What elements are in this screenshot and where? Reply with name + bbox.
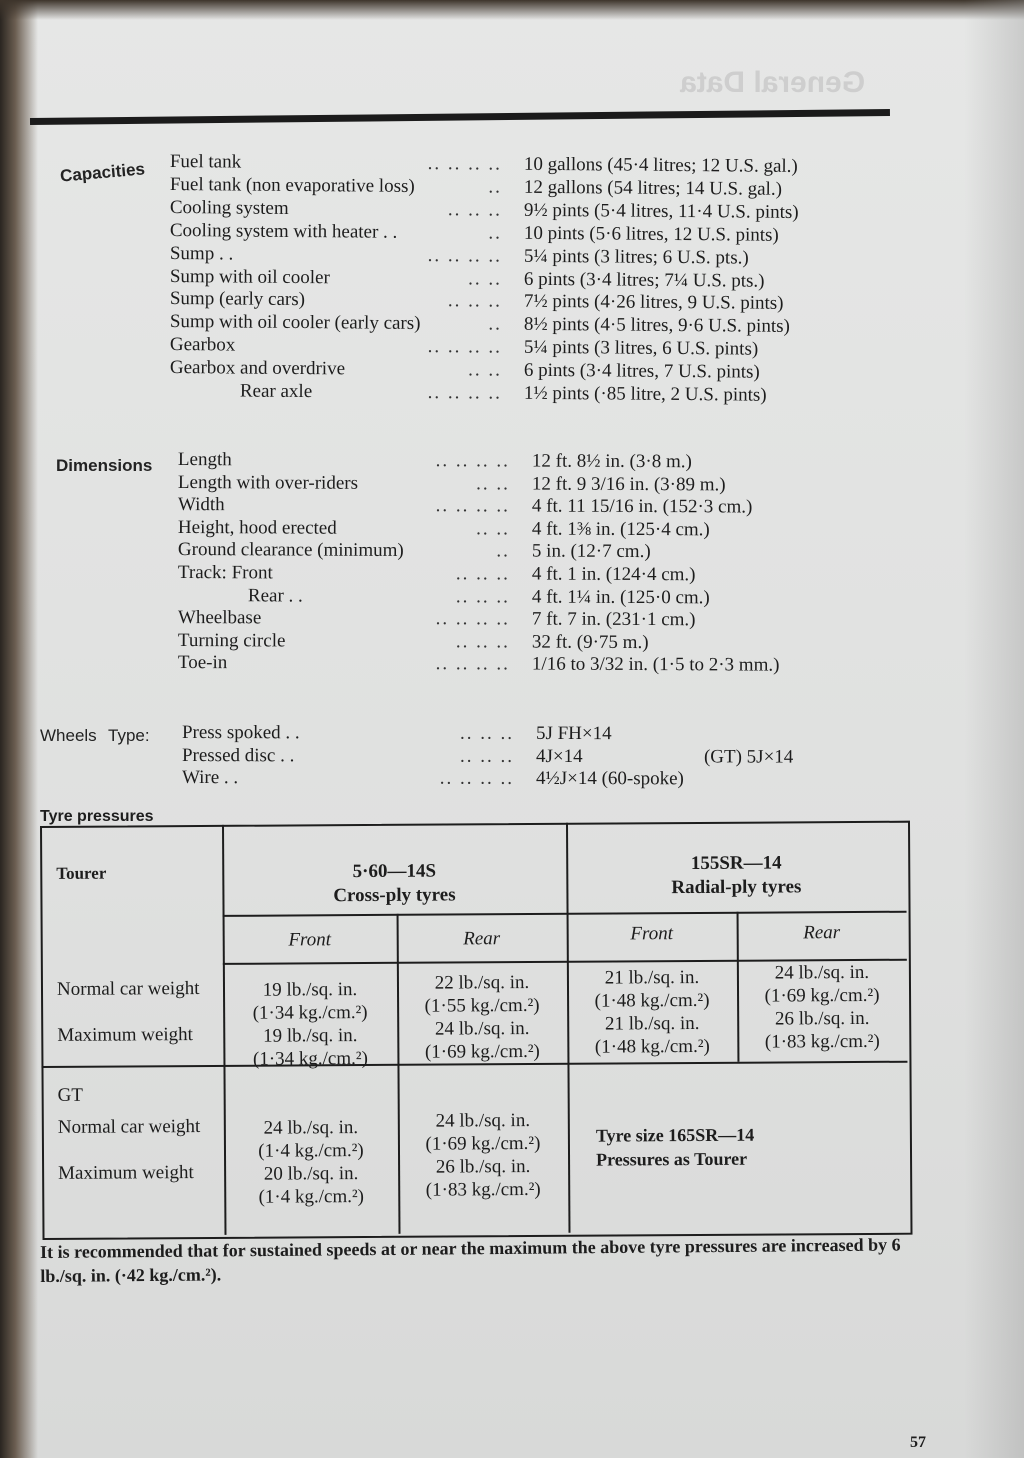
spec-label: Wheelbase xyxy=(177,607,262,629)
spec-value: 12 gallons (54 litres; 14 U.S. gal.) xyxy=(523,176,783,200)
wheels-label: Wheels xyxy=(40,726,97,745)
pressure-value: (1·48 kg./cm.²) xyxy=(594,1035,710,1058)
leader-dots: .. .. .. .. xyxy=(435,495,510,517)
pressure-value: 24 lb./sq. in. xyxy=(435,1110,531,1132)
spec-label: Sump (early cars) xyxy=(169,288,306,311)
leader-dots: .. .. .. .. xyxy=(427,382,502,404)
spec-value: 7½ pints (4·26 litres, 9 U.S. pints) xyxy=(523,291,784,315)
spec-label: Length xyxy=(177,449,232,471)
pressure-value: 19 lb./sq. in. xyxy=(262,979,358,1001)
spec-value: 9½ pints (5·4 litres, 11·4 U.S. pints) xyxy=(523,199,799,223)
pressure-value: (1·83 kg./cm.²) xyxy=(425,1178,541,1201)
leader-dots: .. .. xyxy=(468,359,502,381)
capacities-label: Capacities xyxy=(59,159,146,186)
crossply-front-header: Front xyxy=(288,929,332,951)
pressure-value: (1·4 kg./cm.²) xyxy=(258,1186,365,1208)
show-through-title: General Data xyxy=(680,66,866,99)
pressure-value: (1·48 kg./cm.²) xyxy=(594,989,710,1012)
pressure-value: (1·34 kg./cm.²) xyxy=(252,1002,368,1024)
spec-value: 32 ft. (9·75 m.) xyxy=(531,631,649,653)
pressure-value: (1·69 kg./cm.²) xyxy=(764,984,880,1007)
pressure-value: 21 lb./sq. in. xyxy=(604,1012,700,1035)
spec-label: Sump with oil cooler xyxy=(169,265,330,288)
spec-value: 1/16 to 3/32 in. (1·5 to 2·3 mm.) xyxy=(531,653,780,677)
leader-dots: .. .. .. .. xyxy=(427,336,502,358)
spec-value: 4 ft. 1 in. (124·4 cm.) xyxy=(531,563,696,586)
radial-front-header: Front xyxy=(630,923,674,945)
leader-dots: .. xyxy=(488,222,502,244)
pressure-value: (1·4 kg./cm.²) xyxy=(258,1140,364,1162)
spec-value: 5J FH×14 xyxy=(535,722,612,745)
spec-value: 5¼ pints (3 litres; 6 U.S. pts.) xyxy=(523,245,749,269)
spec-label: Gearbox and overdrive xyxy=(169,357,346,380)
wheels-type-label: Type: xyxy=(108,726,150,745)
leader-dots: .. .. .. .. xyxy=(435,608,510,630)
spec-value: 6 pints (3·4 litres, 7 U.S. pints) xyxy=(523,359,760,383)
gt-crossply-front-values xyxy=(224,1116,399,1209)
tyre-pressures-table xyxy=(40,821,911,1238)
tyre-pressures-title: Tyre pressures xyxy=(40,808,154,825)
spec-label: Turning circle xyxy=(177,629,286,652)
tourer-normal-weight-label: Normal car weight xyxy=(56,978,200,1000)
spec-label: Fuel tank xyxy=(169,150,242,173)
leader-dots: .. .. .. xyxy=(455,585,510,608)
tourer-label: Tourer xyxy=(56,863,107,883)
spec-label: Track: Front xyxy=(177,562,273,584)
spec-label: Rear axle xyxy=(239,380,313,403)
page-gutter-shadow xyxy=(0,0,38,1458)
gt-label: GT xyxy=(57,1084,84,1106)
spec-label: Press spoked . . xyxy=(181,722,300,744)
leader-dots: .. .. .. xyxy=(447,290,502,312)
leader-dots: .. .. .. xyxy=(447,198,502,221)
spec-value: 4 ft. 11 15/16 in. (152·3 cm.) xyxy=(531,495,753,518)
spec-value: 7 ft. 7 in. (231·1 cm.) xyxy=(531,608,696,631)
leader-dots: .. .. .. xyxy=(455,631,510,653)
leader-dots: .. .. .. .. xyxy=(435,653,510,675)
pressure-value: (1·83 kg./cm.²) xyxy=(764,1030,880,1053)
tourer-max-weight-label: Maximum weight xyxy=(57,1024,193,1046)
pressure-value: 24 lb./sq. in. xyxy=(434,1018,530,1040)
pressure-value: 24 lb./sq. in. xyxy=(774,961,870,984)
leader-dots: .. .. .. .. xyxy=(439,767,514,789)
page-edge xyxy=(964,0,1024,1458)
leader-dots: .. xyxy=(496,540,510,562)
leader-dots: .. .. xyxy=(468,267,502,290)
spec-value: 4 ft. 1¼ in. (125·0 cm.) xyxy=(531,586,710,608)
crossply-size: 5·60—14S xyxy=(352,860,437,883)
spec-label: Length with over-riders xyxy=(177,471,359,494)
footnote: It is recommended that for sustained speeds at or near the maximum the above tyre pressures are increased by 6 lb./sq. in. (·42 kg./cm.²). xyxy=(40,1234,901,1286)
spec-label: Pressed disc . . xyxy=(181,744,295,766)
spec-extra-value: (GT) 5J×14 xyxy=(703,745,794,768)
leader-dots: .. .. .. .. xyxy=(435,450,510,472)
gt-crossply-rear-values xyxy=(398,1109,569,1202)
spec-value: 8½ pints (4·5 litres, 9·6 U.S. pints) xyxy=(523,314,790,338)
spec-value: 12 ft. 8½ in. (3·8 m.) xyxy=(531,450,692,473)
header-rule xyxy=(30,109,890,125)
gt-radial-note-2: Pressures as Tourer xyxy=(595,1148,748,1170)
spec-value: 10 gallons (45·4 litres; 12 U.S. gal.) xyxy=(523,153,798,177)
spec-label: Rear . . xyxy=(247,584,303,607)
radial-label: Radial-ply tyres xyxy=(671,876,802,899)
pressure-value: (1·55 kg./cm.²) xyxy=(424,994,540,1017)
pressure-value: (1·69 kg./cm.²) xyxy=(424,1040,540,1063)
spec-label: Cooling system with heater . . xyxy=(169,219,398,243)
spec-value: 12 ft. 9 3/16 in. (3·89 m.) xyxy=(531,473,726,495)
tourer-radial-rear-values xyxy=(737,961,908,1054)
radial-size: 155SR—14 xyxy=(690,852,782,875)
spec-label: Toe-in xyxy=(177,652,228,674)
dimensions-label: Dimensions xyxy=(56,456,153,475)
spec-label: Gearbox xyxy=(169,334,236,356)
spec-value: 5 in. (12·7 cm.) xyxy=(531,540,651,563)
tourer-crossply-front-values xyxy=(223,978,398,1071)
spec-value: 4J×14 xyxy=(535,745,583,767)
leader-dots: .. .. xyxy=(476,518,510,540)
leader-dots: .. xyxy=(488,176,502,198)
pressure-value: 26 lb./sq. in. xyxy=(774,1007,870,1030)
pressure-value: 19 lb./sq. in. xyxy=(262,1025,358,1047)
leader-dots: .. .. xyxy=(476,472,510,495)
leader-dots: .. xyxy=(488,313,502,335)
leader-dots: .. .. .. xyxy=(459,745,514,767)
spec-value: 6 pints (3·4 litres; 7¼ U.S. pts.) xyxy=(523,268,765,292)
tourer-radial-front-values xyxy=(567,966,738,1059)
page-number: 57 xyxy=(910,1434,926,1451)
spec-label: Wire . . xyxy=(181,767,239,789)
spec-label: Ground clearance (minimum) xyxy=(177,539,404,562)
spec-label: Sump with oil cooler (early cars) xyxy=(169,311,421,335)
spec-label: Cooling system xyxy=(169,196,289,219)
spec-value: 4½J×14 (60-spoke) xyxy=(535,767,684,790)
leader-dots: .. .. .. xyxy=(459,722,514,744)
spec-label: Height, hood erected xyxy=(177,516,337,539)
spec-value: 1½ pints (·85 litre, 2 U.S. pints) xyxy=(523,382,767,406)
spec-value: 4 ft. 1⅜ in. (125·4 cm.) xyxy=(531,518,710,541)
spec-value: 10 pints (5·6 litres, 12 U.S. pints) xyxy=(523,222,779,246)
spec-label: Fuel tank (non evaporative loss) xyxy=(169,173,415,197)
leader-dots: .. .. .. .. xyxy=(427,153,502,175)
crossply-rear-header: Rear xyxy=(463,928,501,950)
leader-dots: .. .. .. .. xyxy=(427,244,502,267)
gt-radial-note-1: Tyre size 165SR—14 xyxy=(595,1124,755,1146)
gt-max-weight-label: Maximum weight xyxy=(58,1162,194,1184)
spec-value: 5¼ pints (3 litres, 6 U.S. pints) xyxy=(523,336,759,360)
spec-label: Sump . . xyxy=(169,242,234,265)
spec-label: Width xyxy=(177,494,225,516)
gt-normal-weight-label: Normal car weight xyxy=(57,1116,201,1138)
pressure-value: (1·34 kg./cm.²) xyxy=(252,1048,368,1070)
pressure-value: 26 lb./sq. in. xyxy=(435,1156,531,1178)
pressure-value: 24 lb./sq. in. xyxy=(263,1117,359,1139)
pressure-value: 21 lb./sq. in. xyxy=(604,966,700,989)
tourer-crossply-rear-values xyxy=(397,971,568,1064)
radial-rear-header: Rear xyxy=(803,922,841,944)
pressure-value: (1·69 kg./cm.²) xyxy=(425,1132,541,1155)
pressure-value: 22 lb./sq. in. xyxy=(434,972,530,994)
leader-dots: .. .. .. xyxy=(455,563,510,585)
pressure-value: 20 lb./sq. in. xyxy=(263,1163,359,1185)
page-top-shadow xyxy=(0,0,1024,20)
crossply-label: Cross-ply tyres xyxy=(333,884,456,907)
